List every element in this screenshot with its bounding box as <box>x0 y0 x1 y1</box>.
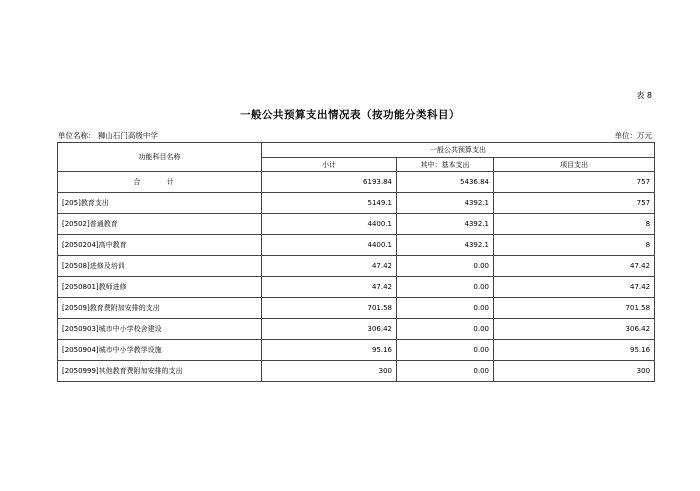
row-project: 47.42 <box>494 256 655 277</box>
row-subtotal: 701.58 <box>262 298 397 319</box>
row-subtotal: 306.42 <box>262 319 397 340</box>
table-row <box>58 298 655 319</box>
row-project: 306.42 <box>494 319 655 340</box>
row-subtotal: 4400.1 <box>262 214 397 235</box>
column-header-project: 项目支出 <box>494 158 655 172</box>
table-number: 表 8 <box>636 91 652 100</box>
table-row <box>58 340 655 361</box>
table-row <box>58 361 655 382</box>
total-row <box>58 172 655 193</box>
expenditure-table <box>57 142 655 382</box>
column-header-subtotal: 小计 <box>262 158 397 172</box>
row-name: [2050999]其他教育费附加安排的支出 <box>58 361 262 382</box>
row-subtotal: 47.42 <box>262 256 397 277</box>
table-row <box>58 256 655 277</box>
column-header-function-name: 功能科目名称 <box>58 143 262 172</box>
table-row <box>58 319 655 340</box>
row-name: [2050904]城市中小学教学设施 <box>58 340 262 361</box>
row-subtotal: 300 <box>262 361 397 382</box>
row-basic: 0.00 <box>397 340 494 361</box>
row-subtotal: 4400.1 <box>262 235 397 256</box>
row-project: 47.42 <box>494 277 655 298</box>
table-row <box>58 277 655 298</box>
row-name: [2050801]教师进修 <box>58 277 262 298</box>
column-header-group: 一般公共预算支出 <box>262 143 655 158</box>
row-basic: 0.00 <box>397 298 494 319</box>
header-row-group <box>58 143 655 158</box>
row-project: 757 <box>494 193 655 214</box>
row-basic: 4392.1 <box>397 235 494 256</box>
row-project: 8 <box>494 235 655 256</box>
row-basic: 0.00 <box>397 277 494 298</box>
total-subtotal: 6193.84 <box>262 172 397 193</box>
row-project: 701.58 <box>494 298 655 319</box>
row-name: [205]教育支出 <box>58 193 262 214</box>
row-subtotal: 95.16 <box>262 340 397 361</box>
page-title: 一般公共预算支出情况表（按功能分类科目） <box>240 109 460 121</box>
total-project: 757 <box>494 172 655 193</box>
currency-unit-label: 单位：万元 <box>614 131 652 140</box>
row-name: [20502]普通教育 <box>58 214 262 235</box>
column-header-basic: 其中：基本支出 <box>397 158 494 172</box>
row-project: 95.16 <box>494 340 655 361</box>
row-subtotal: 47.42 <box>262 277 397 298</box>
table-row <box>58 193 655 214</box>
table-row <box>58 235 655 256</box>
row-name: [20508]进修及培训 <box>58 256 262 277</box>
total-label: 合 计 <box>58 172 262 193</box>
row-basic: 4392.1 <box>397 214 494 235</box>
table-row <box>58 214 655 235</box>
row-project: 300 <box>494 361 655 382</box>
row-subtotal: 5149.1 <box>262 193 397 214</box>
row-basic: 4392.1 <box>397 193 494 214</box>
row-name: [2050903]城市中小学校舍建设 <box>58 319 262 340</box>
row-name: [20509]教育费附加安排的支出 <box>58 298 262 319</box>
row-basic: 0.00 <box>397 361 494 382</box>
unit-name-label: 单位名称： 狮山石门高级中学 <box>58 131 158 140</box>
row-project: 8 <box>494 214 655 235</box>
row-basic: 0.00 <box>397 256 494 277</box>
total-basic: 5436.84 <box>397 172 494 193</box>
row-basic: 0.00 <box>397 319 494 340</box>
row-name: [2050204]高中教育 <box>58 235 262 256</box>
